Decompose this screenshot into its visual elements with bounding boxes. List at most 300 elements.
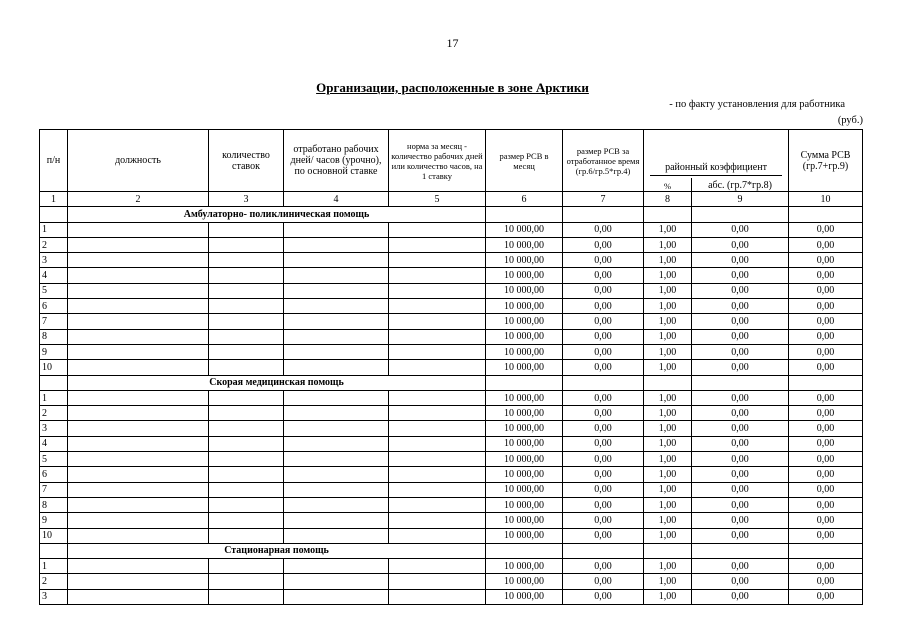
header-rsv-worked: размер РСВ за отработанное время (гр.6/гр.5*гр.4) — [563, 130, 644, 192]
section-empty-cell — [644, 375, 692, 390]
cell-sum-rsv: 0,00 — [789, 222, 863, 237]
cell-position[interactable] — [68, 421, 209, 436]
cell-worked-days[interactable] — [284, 452, 389, 467]
cell-worked-days[interactable] — [284, 283, 389, 298]
cell-rsv-month: 10 000,00 — [486, 559, 563, 574]
section-empty-cell — [692, 375, 789, 390]
section-empty-cell — [789, 207, 863, 222]
cell-position[interactable] — [68, 268, 209, 283]
column-number: 5 — [389, 192, 486, 207]
cell-rsv-worked: 0,00 — [563, 528, 644, 543]
cell-rsv-month: 10 000,00 — [486, 528, 563, 543]
cell-worked-days[interactable] — [284, 344, 389, 359]
cell-sum-rsv: 0,00 — [789, 421, 863, 436]
header-sum-rsv: Сумма РСВ (гр.7+гр.9) — [789, 130, 863, 192]
cell-rsv-month: 10 000,00 — [486, 390, 563, 405]
rsv-table — [39, 129, 863, 605]
cell-rsv-month: 10 000,00 — [486, 421, 563, 436]
cell-coef-abs: 0,00 — [692, 314, 789, 329]
cell-norm[interactable] — [389, 268, 486, 283]
cell-rsv-month: 10 000,00 — [486, 222, 563, 237]
section-empty-cell — [789, 543, 863, 558]
cell-rsv-month: 10 000,00 — [486, 283, 563, 298]
cell-rsv-month: 10 000,00 — [486, 452, 563, 467]
cell-rsv-month: 10 000,00 — [486, 314, 563, 329]
column-number: 10 — [789, 192, 863, 207]
cell-worked-days[interactable] — [284, 237, 389, 252]
cell-worked-days[interactable] — [284, 390, 389, 405]
cell-coef-percent: 1,00 — [644, 360, 692, 375]
cell-worked-days[interactable] — [284, 406, 389, 421]
section-header-row — [40, 375, 863, 390]
cell-coef-abs: 0,00 — [692, 237, 789, 252]
cell-sum-rsv: 0,00 — [789, 360, 863, 375]
cell-rsv-month: 10 000,00 — [486, 482, 563, 497]
cell-coef-percent: 1,00 — [644, 283, 692, 298]
cell-position[interactable] — [68, 497, 209, 512]
cell-coef-percent: 1,00 — [644, 299, 692, 314]
cell-rsv-worked: 0,00 — [563, 574, 644, 589]
section-empty-cell — [692, 207, 789, 222]
table-row — [40, 283, 863, 298]
cell-rsv-worked: 0,00 — [563, 253, 644, 268]
cell-position[interactable] — [68, 589, 209, 604]
row-number: 5 — [40, 452, 68, 467]
cell-worked-days[interactable] — [284, 253, 389, 268]
cell-coef-abs: 0,00 — [692, 253, 789, 268]
cell-coef-percent: 1,00 — [644, 497, 692, 512]
cell-rates-count[interactable] — [209, 482, 284, 497]
cell-norm[interactable] — [389, 222, 486, 237]
table-row — [40, 574, 863, 589]
cell-sum-rsv: 0,00 — [789, 482, 863, 497]
cell-rates-count[interactable] — [209, 467, 284, 482]
section-title: Амбулаторно- поликлиническая помощь — [68, 207, 486, 222]
section-empty-cell — [486, 207, 563, 222]
cell-position[interactable] — [68, 237, 209, 252]
cell-sum-rsv: 0,00 — [789, 390, 863, 405]
row-number: 1 — [40, 222, 68, 237]
header-norm: норма за месяц - количество рабочих дней или количество часов, на 1 ставку — [389, 130, 486, 192]
cell-position[interactable] — [68, 467, 209, 482]
cell-norm[interactable] — [389, 406, 486, 421]
cell-coef-abs: 0,00 — [692, 329, 789, 344]
cell-sum-rsv: 0,00 — [789, 237, 863, 252]
cell-rsv-worked: 0,00 — [563, 237, 644, 252]
cell-sum-rsv: 0,00 — [789, 452, 863, 467]
cell-coef-abs: 0,00 — [692, 299, 789, 314]
cell-rates-count[interactable] — [209, 222, 284, 237]
header-coef-percent: % — [644, 178, 692, 192]
table-row — [40, 360, 863, 375]
table-row — [40, 222, 863, 237]
column-number: 3 — [209, 192, 284, 207]
cell-worked-days[interactable] — [284, 360, 389, 375]
cell-rates-count[interactable] — [209, 344, 284, 359]
cell-norm[interactable] — [389, 436, 486, 451]
cell-rsv-month: 10 000,00 — [486, 436, 563, 451]
cell-coef-percent: 1,00 — [644, 436, 692, 451]
cell-worked-days[interactable] — [284, 574, 389, 589]
cell-rsv-worked: 0,00 — [563, 344, 644, 359]
cell-rsv-worked: 0,00 — [563, 513, 644, 528]
table-row — [40, 467, 863, 482]
cell-sum-rsv: 0,00 — [789, 406, 863, 421]
row-number: 8 — [40, 329, 68, 344]
cell-coef-abs: 0,00 — [692, 497, 789, 512]
row-number: 10 — [40, 528, 68, 543]
row-number: 3 — [40, 421, 68, 436]
cell-sum-rsv: 0,00 — [789, 436, 863, 451]
cell-rsv-worked: 0,00 — [563, 452, 644, 467]
cell-worked-days[interactable] — [284, 329, 389, 344]
cell-position[interactable] — [68, 513, 209, 528]
cell-rsv-worked: 0,00 — [563, 268, 644, 283]
cell-coef-percent: 1,00 — [644, 222, 692, 237]
cell-rsv-worked: 0,00 — [563, 222, 644, 237]
cell-coef-percent: 1,00 — [644, 237, 692, 252]
cell-rsv-worked: 0,00 — [563, 283, 644, 298]
cell-rsv-month: 10 000,00 — [486, 467, 563, 482]
cell-coef-abs: 0,00 — [692, 589, 789, 604]
section-header-row — [40, 543, 863, 558]
cell-rsv-month: 10 000,00 — [486, 497, 563, 512]
section-empty-cell — [40, 375, 68, 390]
cell-coef-percent: 1,00 — [644, 513, 692, 528]
cell-rsv-worked: 0,00 — [563, 421, 644, 436]
cell-position[interactable] — [68, 283, 209, 298]
cell-position[interactable] — [68, 299, 209, 314]
cell-position[interactable] — [68, 344, 209, 359]
cell-worked-days[interactable] — [284, 467, 389, 482]
cell-rates-count[interactable] — [209, 314, 284, 329]
cell-position[interactable] — [68, 253, 209, 268]
cell-worked-days[interactable] — [284, 482, 389, 497]
cell-rates-count[interactable] — [209, 283, 284, 298]
cell-sum-rsv: 0,00 — [789, 467, 863, 482]
cell-norm[interactable] — [389, 390, 486, 405]
header-coef-abs: абс. (гр.7*гр.8) — [692, 178, 789, 192]
section-empty-cell — [644, 543, 692, 558]
cell-rsv-worked: 0,00 — [563, 559, 644, 574]
cell-coef-abs: 0,00 — [692, 360, 789, 375]
table-row — [40, 482, 863, 497]
cell-sum-rsv: 0,00 — [789, 268, 863, 283]
section-header-row — [40, 207, 863, 222]
cell-coef-abs: 0,00 — [692, 452, 789, 467]
cell-sum-rsv: 0,00 — [789, 513, 863, 528]
cell-position[interactable] — [68, 574, 209, 589]
cell-sum-rsv: 0,00 — [789, 528, 863, 543]
header-district-coef-label: районный коэффициент — [650, 162, 782, 176]
cell-norm[interactable] — [389, 253, 486, 268]
cell-norm[interactable] — [389, 421, 486, 436]
table-row — [40, 390, 863, 405]
cell-rates-count[interactable] — [209, 406, 284, 421]
page-number: 17 — [446, 36, 459, 50]
table-row — [40, 528, 863, 543]
row-number: 4 — [40, 268, 68, 283]
section-title: Скорая медицинская помощь — [68, 375, 486, 390]
row-number: 2 — [40, 574, 68, 589]
cell-coef-percent: 1,00 — [644, 268, 692, 283]
section-empty-cell — [486, 375, 563, 390]
cell-worked-days[interactable] — [284, 589, 389, 604]
cell-worked-days[interactable] — [284, 436, 389, 451]
cell-sum-rsv: 0,00 — [789, 283, 863, 298]
cell-norm[interactable] — [389, 513, 486, 528]
cell-rates-count[interactable] — [209, 268, 284, 283]
row-number: 6 — [40, 467, 68, 482]
cell-sum-rsv: 0,00 — [789, 299, 863, 314]
cell-norm[interactable] — [389, 452, 486, 467]
cell-sum-rsv: 0,00 — [789, 253, 863, 268]
table-row — [40, 559, 863, 574]
table-body — [40, 192, 863, 605]
cell-rsv-worked: 0,00 — [563, 360, 644, 375]
cell-coef-abs: 0,00 — [692, 283, 789, 298]
cell-position[interactable] — [68, 329, 209, 344]
cell-coef-abs: 0,00 — [692, 421, 789, 436]
cell-sum-rsv: 0,00 — [789, 344, 863, 359]
cell-rsv-month: 10 000,00 — [486, 344, 563, 359]
row-number: 1 — [40, 559, 68, 574]
cell-rates-count[interactable] — [209, 452, 284, 467]
table-row — [40, 329, 863, 344]
cell-worked-days[interactable] — [284, 559, 389, 574]
cell-coef-percent: 1,00 — [644, 406, 692, 421]
table-row — [40, 314, 863, 329]
cell-coef-abs: 0,00 — [692, 390, 789, 405]
row-number: 3 — [40, 253, 68, 268]
cell-norm[interactable] — [389, 237, 486, 252]
cell-coef-percent: 1,00 — [644, 421, 692, 436]
cell-rsv-worked: 0,00 — [563, 436, 644, 451]
row-number: 2 — [40, 237, 68, 252]
table-row — [40, 436, 863, 451]
cell-rates-count[interactable] — [209, 559, 284, 574]
cell-rsv-worked: 0,00 — [563, 314, 644, 329]
cell-coef-abs: 0,00 — [692, 436, 789, 451]
document-title: Организации, расположенные в зоне Арктики — [316, 80, 589, 95]
cell-position[interactable] — [68, 222, 209, 237]
cell-norm[interactable] — [389, 360, 486, 375]
table-row — [40, 421, 863, 436]
cell-worked-days[interactable] — [284, 513, 389, 528]
cell-rates-count[interactable] — [209, 299, 284, 314]
cell-coef-percent: 1,00 — [644, 253, 692, 268]
cell-coef-abs: 0,00 — [692, 268, 789, 283]
cell-coef-percent: 1,00 — [644, 314, 692, 329]
table-row — [40, 268, 863, 283]
section-empty-cell — [789, 375, 863, 390]
cell-rsv-month: 10 000,00 — [486, 360, 563, 375]
cell-coef-percent: 1,00 — [644, 528, 692, 543]
cell-rates-count[interactable] — [209, 574, 284, 589]
cell-coef-abs: 0,00 — [692, 406, 789, 421]
table-row — [40, 589, 863, 604]
header-position: должность — [68, 130, 209, 192]
cell-position[interactable] — [68, 528, 209, 543]
row-number: 2 — [40, 406, 68, 421]
cell-coef-abs: 0,00 — [692, 559, 789, 574]
cell-rsv-worked: 0,00 — [563, 390, 644, 405]
cell-norm[interactable] — [389, 283, 486, 298]
cell-rsv-month: 10 000,00 — [486, 237, 563, 252]
unit-label: (руб.) — [837, 115, 863, 126]
cell-norm[interactable] — [389, 497, 486, 512]
cell-coef-abs: 0,00 — [692, 574, 789, 589]
section-title: Стационарная помощь — [68, 543, 486, 558]
table-row — [40, 497, 863, 512]
cell-coef-percent: 1,00 — [644, 390, 692, 405]
cell-rsv-month: 10 000,00 — [486, 268, 563, 283]
cell-coef-abs: 0,00 — [692, 482, 789, 497]
header-rates-count: количество ставок — [209, 130, 284, 192]
section-empty-cell — [40, 207, 68, 222]
cell-worked-days[interactable] — [284, 222, 389, 237]
row-number: 6 — [40, 299, 68, 314]
cell-norm[interactable] — [389, 589, 486, 604]
cell-coef-abs: 0,00 — [692, 467, 789, 482]
column-number: 9 — [692, 192, 789, 207]
row-number: 7 — [40, 482, 68, 497]
row-number: 4 — [40, 436, 68, 451]
table-row — [40, 237, 863, 252]
cell-norm[interactable] — [389, 574, 486, 589]
cell-norm[interactable] — [389, 528, 486, 543]
cell-coef-percent: 1,00 — [644, 452, 692, 467]
cell-rsv-worked: 0,00 — [563, 482, 644, 497]
cell-rates-count[interactable] — [209, 528, 284, 543]
cell-rsv-worked: 0,00 — [563, 467, 644, 482]
cell-sum-rsv: 0,00 — [789, 497, 863, 512]
table-row — [40, 253, 863, 268]
cell-worked-days[interactable] — [284, 528, 389, 543]
cell-norm[interactable] — [389, 314, 486, 329]
row-number: 8 — [40, 497, 68, 512]
column-number: 1 — [40, 192, 68, 207]
row-number: 7 — [40, 314, 68, 329]
section-empty-cell — [692, 543, 789, 558]
cell-norm[interactable] — [389, 467, 486, 482]
column-number: 2 — [68, 192, 209, 207]
cell-norm[interactable] — [389, 559, 486, 574]
cell-coef-percent: 1,00 — [644, 482, 692, 497]
cell-coef-percent: 1,00 — [644, 344, 692, 359]
cell-position[interactable] — [68, 390, 209, 405]
column-numbers-row — [40, 192, 863, 207]
cell-rsv-month: 10 000,00 — [486, 513, 563, 528]
cell-rates-count[interactable] — [209, 253, 284, 268]
cell-worked-days[interactable] — [284, 268, 389, 283]
cell-worked-days[interactable] — [284, 497, 389, 512]
cell-coef-percent: 1,00 — [644, 467, 692, 482]
row-number: 9 — [40, 513, 68, 528]
cell-position[interactable] — [68, 314, 209, 329]
cell-position[interactable] — [68, 406, 209, 421]
column-number: 7 — [563, 192, 644, 207]
cell-rsv-month: 10 000,00 — [486, 329, 563, 344]
cell-coef-abs: 0,00 — [692, 528, 789, 543]
cell-rsv-month: 10 000,00 — [486, 574, 563, 589]
cell-rsv-worked: 0,00 — [563, 329, 644, 344]
cell-sum-rsv: 0,00 — [789, 589, 863, 604]
cell-position[interactable] — [68, 482, 209, 497]
cell-rates-count[interactable] — [209, 421, 284, 436]
cell-coef-abs: 0,00 — [692, 344, 789, 359]
table-row — [40, 406, 863, 421]
cell-rsv-month: 10 000,00 — [486, 299, 563, 314]
cell-position[interactable] — [68, 360, 209, 375]
cell-position[interactable] — [68, 559, 209, 574]
section-empty-cell — [563, 207, 644, 222]
cell-coef-percent: 1,00 — [644, 559, 692, 574]
table-row — [40, 452, 863, 467]
cell-rsv-worked: 0,00 — [563, 497, 644, 512]
cell-rsv-month: 10 000,00 — [486, 589, 563, 604]
cell-rates-count[interactable] — [209, 390, 284, 405]
row-number: 10 — [40, 360, 68, 375]
header-worked-days: отработано рабочих дней/ часов (урочно), по основной ставке — [284, 130, 389, 192]
section-empty-cell — [563, 375, 644, 390]
header-pn: п/н — [40, 130, 68, 192]
column-number: 6 — [486, 192, 563, 207]
cell-coef-percent: 1,00 — [644, 574, 692, 589]
cell-rates-count[interactable] — [209, 436, 284, 451]
cell-rates-count[interactable] — [209, 329, 284, 344]
section-empty-cell — [486, 543, 563, 558]
header-rsv-month: размер РСВ в месяц — [486, 130, 563, 192]
row-number: 5 — [40, 283, 68, 298]
cell-norm[interactable] — [389, 344, 486, 359]
cell-rsv-month: 10 000,00 — [486, 406, 563, 421]
cell-rsv-worked: 0,00 — [563, 406, 644, 421]
cell-sum-rsv: 0,00 — [789, 574, 863, 589]
cell-position[interactable] — [68, 436, 209, 451]
cell-rates-count[interactable] — [209, 513, 284, 528]
cell-worked-days[interactable] — [284, 314, 389, 329]
cell-norm[interactable] — [389, 299, 486, 314]
cell-rsv-month: 10 000,00 — [486, 253, 563, 268]
header-district-coef — [644, 130, 789, 178]
cell-coef-abs: 0,00 — [692, 513, 789, 528]
note-text: - по факту установления для работника — [669, 99, 845, 110]
cell-norm[interactable] — [389, 329, 486, 344]
cell-rates-count[interactable] — [209, 497, 284, 512]
section-empty-cell — [644, 207, 692, 222]
cell-worked-days[interactable] — [284, 299, 389, 314]
cell-coef-percent: 1,00 — [644, 329, 692, 344]
column-number: 8 — [644, 192, 692, 207]
table-row — [40, 299, 863, 314]
cell-rsv-worked: 0,00 — [563, 589, 644, 604]
section-empty-cell — [563, 543, 644, 558]
cell-coef-abs: 0,00 — [692, 222, 789, 237]
table-row — [40, 344, 863, 359]
cell-rates-count[interactable] — [209, 589, 284, 604]
row-number: 9 — [40, 344, 68, 359]
cell-sum-rsv: 0,00 — [789, 559, 863, 574]
cell-position[interactable] — [68, 452, 209, 467]
row-number: 3 — [40, 589, 68, 604]
cell-rates-count[interactable] — [209, 237, 284, 252]
cell-rates-count[interactable] — [209, 360, 284, 375]
cell-coef-percent: 1,00 — [644, 589, 692, 604]
cell-norm[interactable] — [389, 482, 486, 497]
cell-sum-rsv: 0,00 — [789, 314, 863, 329]
cell-worked-days[interactable] — [284, 421, 389, 436]
